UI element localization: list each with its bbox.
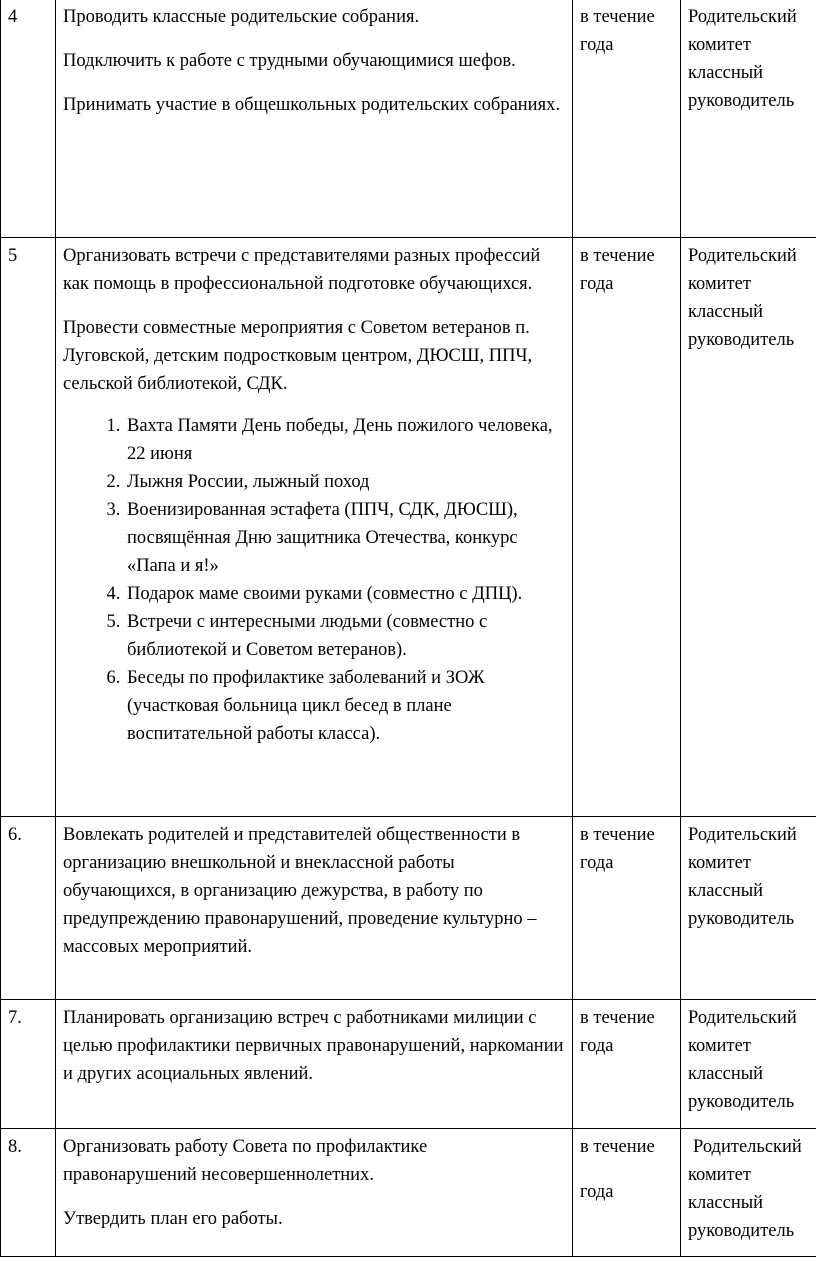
table-row — [1, 1129, 816, 1257]
responsible-line: Родительский — [693, 1137, 802, 1157]
term-line: в течение — [580, 1008, 655, 1028]
responsible-line: классный — [688, 1064, 764, 1084]
term-line: в течение — [580, 1137, 655, 1157]
responsible-line: Родительский — [688, 1008, 797, 1028]
events-list — [63, 412, 565, 748]
term-cell — [573, 238, 681, 817]
responsible-line: комитет — [688, 1036, 751, 1056]
term-line: года — [580, 853, 614, 873]
table-row — [1, 1000, 816, 1129]
activity-paragraph: Организовать встречи с представителями разных профессий как помощь в профессиональной подготовке обучающихся. — [63, 246, 541, 294]
term-cell — [573, 1129, 681, 1257]
row-number: 4 — [1, 0, 56, 238]
term-line: в течение — [580, 246, 655, 266]
responsible-line: руководитель — [688, 909, 795, 929]
activity-paragraph: Утвердить план его работы. — [63, 1209, 283, 1229]
responsible-cell — [681, 1129, 816, 1257]
row-number: 8. — [1, 1129, 56, 1257]
list-item: 2. Лыжня России, лыжный поход — [125, 468, 565, 496]
responsible-cell — [681, 0, 816, 238]
term-line: года — [580, 1182, 614, 1202]
list-item: 3. Военизированная эстафета (ППЧ, СДК, ДЮСШ), посвящённая Дню защитника Отечества, конкурс «Папа и я!» — [125, 496, 565, 580]
activity-paragraph: Принимать участие в общешкольных родительских собраниях. — [63, 95, 560, 115]
row-number: 6. — [1, 817, 56, 1000]
responsible-line: классный — [688, 1193, 764, 1213]
activity-paragraph: Провести совместные мероприятия с Советом ветеранов п. Луговской, детским подростковым центром, ДЮСШ, ППЧ, сельской библиотекой, СДК. — [63, 318, 533, 394]
term-line: года — [580, 274, 614, 294]
term-cell — [573, 0, 681, 238]
activity-paragraph: Проводить классные родительские собрания. — [63, 7, 420, 27]
responsible-line: Родительский — [688, 825, 797, 845]
list-item: 4. Подарок маме своими руками (совместно с ДПЦ). — [125, 580, 565, 608]
row-number: 7. — [1, 1000, 56, 1129]
responsible-line: руководитель — [688, 1092, 795, 1112]
responsible-line: Родительский — [688, 246, 797, 266]
activity-paragraph: Подключить к работе с трудными обучающимися шефов. — [63, 51, 516, 71]
term-line: в течение — [580, 825, 655, 845]
activity-paragraph: Вовлекать родителей и представителей общественности в организацию внешкольной и внеклассной работы обучающихся, в организацию дежурства, в работу по предупреждению правонарушений, проведение культурно – массовых мероприятий. — [63, 825, 537, 957]
term-cell — [573, 817, 681, 1000]
term-line: в течение — [580, 7, 655, 27]
row-number: 5 — [1, 238, 56, 817]
activity-paragraph: Организовать работу Совета по профилактике правонарушений несовершеннолетних. — [63, 1137, 428, 1185]
responsible-line: руководитель — [688, 91, 795, 111]
responsible-cell — [681, 238, 816, 817]
responsible-cell — [681, 1000, 816, 1129]
responsible-line: Родительский — [688, 7, 797, 27]
responsible-line: комитет — [688, 274, 751, 294]
responsible-line: классный — [688, 302, 764, 322]
responsible-line: руководитель — [688, 330, 795, 350]
responsible-line: комитет — [688, 35, 751, 55]
term-line: года — [580, 35, 614, 55]
responsible-line: классный — [688, 63, 764, 83]
responsible-cell — [681, 817, 816, 1000]
activity-paragraph: Планировать организацию встреч с работниками милиции с целью профилактики первичных правонарушений, наркомании и других асоциальных явлений. — [63, 1008, 564, 1084]
responsible-line: комитет — [688, 853, 751, 873]
responsible-line: руководитель — [688, 1221, 795, 1241]
table-row — [1, 0, 816, 238]
activity-cell — [56, 1129, 573, 1257]
table-row — [1, 817, 816, 1000]
responsible-line: классный — [688, 881, 764, 901]
activity-cell — [56, 0, 573, 238]
activity-cell — [56, 238, 573, 817]
table-row — [1, 238, 816, 817]
list-item: 6. Беседы по профилактике заболеваний и ЗОЖ (участковая больница цикл бесед в плане воспитательной работы класса). — [125, 664, 565, 748]
term-line: года — [580, 1036, 614, 1056]
activity-cell — [56, 817, 573, 1000]
term-cell — [573, 1000, 681, 1129]
responsible-line: комитет — [688, 1165, 751, 1185]
activity-cell — [56, 1000, 573, 1129]
list-item: 5. Встречи с интересными людьми (совместно с библиотекой и Советом ветеранов). — [125, 608, 565, 664]
list-item: 1. Вахта Памяти День победы, День пожилого человека, 22 июня — [125, 412, 565, 468]
